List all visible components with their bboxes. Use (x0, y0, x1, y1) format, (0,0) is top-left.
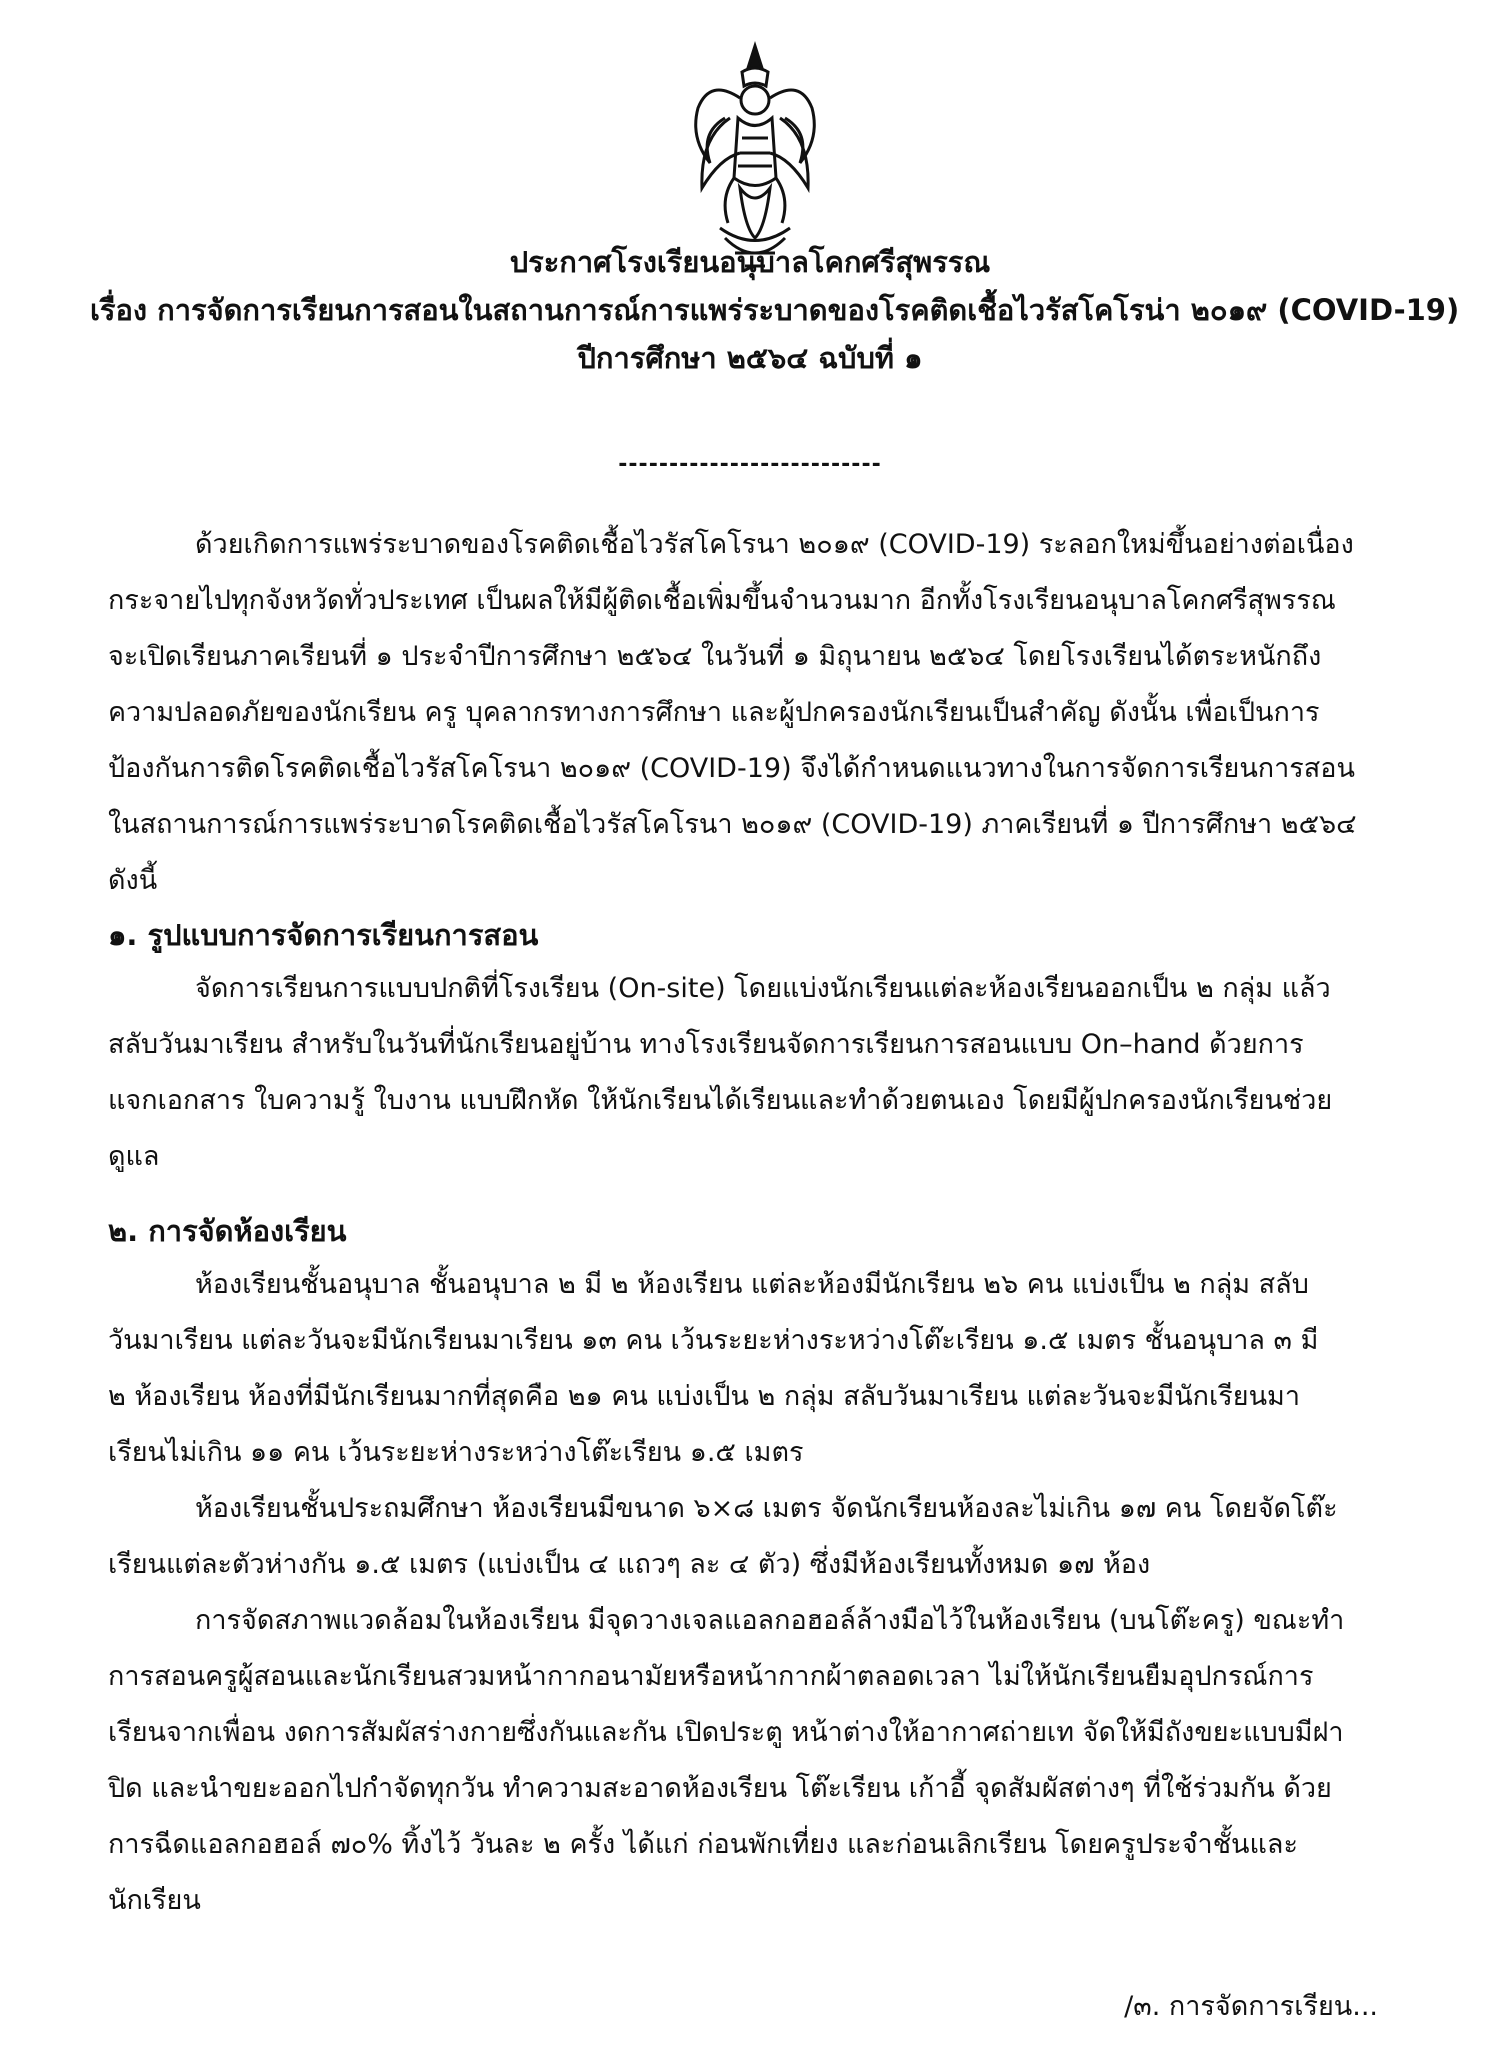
section-1-line: สลับวันมาเรียน สำหรับในวันที่นักเรียนอยู่บ้าน ทางโรงเรียนจัดการเรียนการสอนแบบ On–hand ด้วยการ (108, 1029, 1304, 1060)
section-2-line: นักเรียน (108, 1885, 201, 1916)
intro-line: กระจายไปทุกจังหวัดทั่วประเทศ เป็นผลให้มีผู้ติดเชื้อเพิ่มขึ้นจำนวนมาก อีกทั้งโรงเรียนอนุบาลโคกศรีสุพรรณ (108, 585, 1336, 616)
intro-line: ความปลอดภัยของนักเรียน ครู บุคลากรทางการศึกษา และผู้ปกครองนักเรียนเป็นสำคัญ ดังนั้น เพื่อเป็นการ (108, 697, 1320, 728)
section-1-heading: ๑. รูปแบบการจัดการเรียนการสอน (108, 918, 539, 952)
announcement-year-issue: ปีการศึกษา ๒๕๖๔ ฉบับที่ ๑ (577, 341, 923, 375)
section-2-line: การจัดสภาพแวดล้อมในห้องเรียน มีจุดวางเจลแอลกอฮอล์ล้างมือไว้ในห้องเรียน (บนโต๊ะครู) ขณะทำ (195, 1605, 1345, 1636)
section-2-line: ห้องเรียนชั้นประถมศึกษา ห้องเรียนมีขนาด ๖×๘ เมตร จัดนักเรียนห้องละไม่เกิน ๑๗ คน โดยจัดโต๊ะ (195, 1493, 1338, 1524)
continuation-note: /๓. การจัดการเรียน... (1124, 1991, 1378, 2022)
intro-line: ในสถานการณ์การแพร่ระบาดโรคติดเชื้อไวรัสโคโรนา ๒๐๑๙ (COVID-19) ภาคเรียนที่ ๑ ปีการศึกษา ๒๕๖๔ (108, 809, 1357, 840)
announcement-subject: เรื่อง การจัดการเรียนการสอนในสถานการณ์การแพร่ระบาดของโรคติดเชื้อไวรัสโคโรน่า ๒๐๑๙ (COVID-19) (90, 293, 1460, 327)
section-2-line: การสอนครูผู้สอนและนักเรียนสวมหน้ากากอนามัยหรือหน้ากากผ้าตลอดเวลา ไม่ให้นักเรียนยืมอุปกรณ์การ (108, 1661, 1314, 1692)
section-2-line: ปิด และนำขยะออกไปกำจัดทุกวัน ทำความสะอาดห้องเรียน โต๊ะเรียน เก้าอี้ จุดสัมผัสต่างๆ ที่ใช้ร่วมกัน ด้วย (108, 1773, 1332, 1804)
section-2-line: การฉีดแอลกอฮอล์ ๗๐% ทิ้งไว้ วันละ ๒ ครั้ง ได้แก่ ก่อนพักเที่ยง และก่อนเลิกเรียน โดยครูประจำชั้นและ (108, 1829, 1298, 1860)
intro-line: ดังนี้ (108, 865, 158, 896)
section-1-line: แจกเอกสาร ใบความรู้ ใบงาน แบบฝึกหัด ให้นักเรียนได้เรียนและทำด้วยตนเอง โดยมีผู้ปกครองนักเรียนช่วย (108, 1085, 1333, 1116)
section-1-line: จัดการเรียนการแบบปกติที่โรงเรียน (On-site) โดยแบ่งนักเรียนแต่ละห้องเรียนออกเป็น ๒ กลุ่ม แล้ว (195, 973, 1331, 1004)
intro-line: ด้วยเกิดการแพร่ระบาดของโรคติดเชื้อไวรัสโคโรนา ๒๐๑๙ (COVID-19) ระลอกใหม่ขึ้นอย่างต่อเนื่อง (195, 529, 1354, 560)
section-1-line: ดูแล (108, 1141, 160, 1172)
section-2-line: ห้องเรียนชั้นอนุบาล ชั้นอนุบาล ๒ มี ๒ ห้องเรียน แต่ละห้องมีนักเรียน ๒๖ คน แบ่งเป็น ๒ กลุ่ม สลับ (195, 1269, 1309, 1300)
intro-line: จะเปิดเรียนภาคเรียนที่ ๑ ประจำปีการศึกษา ๒๕๖๔ ในวันที่ ๑ มิถุนายน ๒๕๖๔ โดยโรงเรียนได้ตระหนักถึง (108, 641, 1322, 672)
section-2-line: เรียนจากเพื่อน งดการสัมผัสร่างกายซึ่งกันและกัน เปิดประตู หน้าต่างให้อากาศถ่ายเท จัดให้มีถังขยะแบบมีฝา (108, 1717, 1344, 1748)
section-2-line: วันมาเรียน แต่ละวันจะมีนักเรียนมาเรียน ๑๓ คน เว้นระยะห่างระหว่างโต๊ะเรียน ๑.๕ เมตร ชั้นอนุบาล ๓ มี (108, 1325, 1319, 1356)
section-2-heading: ๒. การจัดห้องเรียน (108, 1214, 347, 1248)
announcement-title: ประกาศโรงเรียนอนุบาลโคกศรีสุพรรณ (509, 245, 991, 279)
section-2-line: เรียนแต่ละตัวห่างกัน ๑.๕ เมตร (แบ่งเป็น ๔ แถวๆ ละ ๔ ตัว) ซึ่งมีห้องเรียนทั้งหมด ๑๗ ห้อง (108, 1549, 1151, 1580)
title-separator: -------------------------- (618, 452, 882, 477)
section-2-line: ๒ ห้องเรียน ห้องที่มีนักเรียนมากที่สุดคือ ๒๑ คน แบ่งเป็น ๒ กลุ่ม สลับวันมาเรียน แต่ละวันจะมีนักเรียนมา (108, 1381, 1300, 1412)
intro-line: ป้องกันการติดโรคติดเชื้อไวรัสโคโรนา ๒๐๑๙ (COVID-19) จึงได้กำหนดแนวทางในการจัดการเรียนการสอน (108, 753, 1355, 784)
section-2-line: เรียนไม่เกิน ๑๑ คน เว้นระยะห่างระหว่างโต๊ะเรียน ๑.๕ เมตร (108, 1437, 804, 1468)
